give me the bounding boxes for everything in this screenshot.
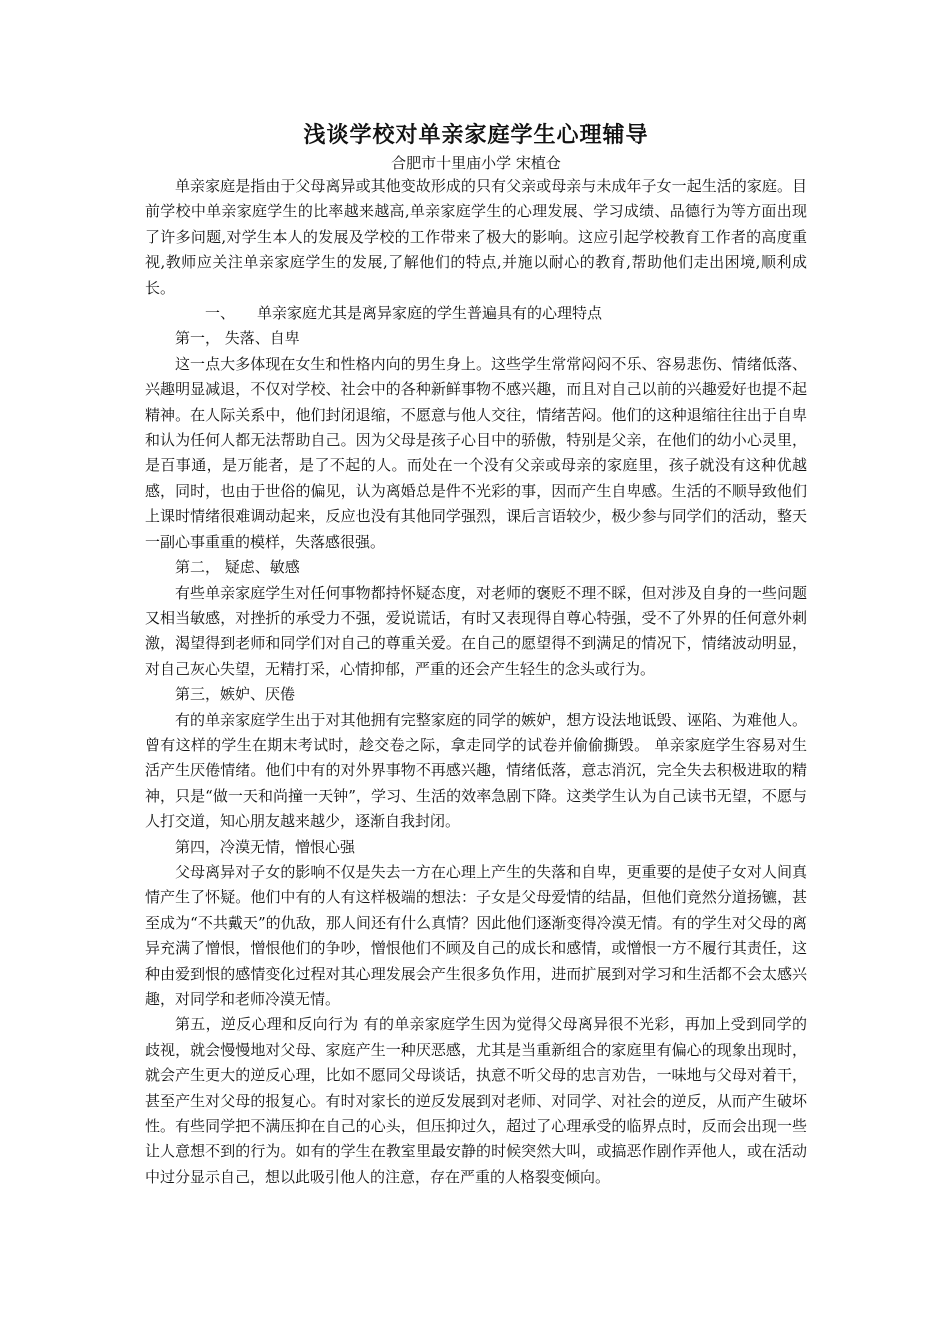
- point-body-2: 有些单亲家庭学生对任何事物都持怀疑态度，对老师的褒贬不理不睬，但对涉及自身的一些问题又相当敏感，对挫折的承受力不强，爱说谎话，有时又表现得自尊心特强，受不了外界的任何意外刺激，渴望得到老师和同学们对自己的尊重关爱。在自己的愿望得不到满足的情况下，情绪波动明显，对自己灰心失望，无精打采，心情抑郁，严重的还会产生轻生的念头或行为。: [145, 583, 807, 678]
- section-heading-1: [145, 301, 807, 326]
- point-heading-4: 第四，冷漠无情，憎恨心强: [175, 837, 356, 856]
- point-heading-3: 第三，嫉妒、厌倦: [175, 685, 296, 704]
- document-author: 合肥市十里庙小学 宋植仓: [391, 154, 561, 172]
- point-body-4: 父母离异对子女的影响不仅是失去一方在心理上产生的失落和自卑，更重要的是使子女对人间真情产生了怀疑。他们中有的人有这样极端的想法：子女是父母爱情的结晶，但他们竟然分道扬镳，甚至成为“不共戴天”的仇敌，那人间还有什么真情？因此他们逐渐变得冷漠无情。有的学生对父母的离异充满了憎恨，憎恨他们的争吵，憎恨他们不顾及自己的成长和感情，或憎恨一方不履行其责任，这种由爱到恨的感情变化过程对其心理发展会产生很多负作用，进而扩展到对学习和生活都不会太感兴趣，对同学和老师冷漠无情。: [145, 862, 807, 1008]
- document-title: 浅谈学校对单亲家庭学生心理辅导: [303, 122, 649, 148]
- point-body-1: 这一点大多体现在女生和性格内向的男生身上。这些学生常常闷闷不乐、容易悲伤、情绪低落、兴趣明显减退，不仅对学校、社会中的各种新鲜事物不感兴趣，而且对自己以前的兴趣爱好也提不起精神。在人际关系中，他们封闭退缩，不愿意与他人交往，情绪苦闷。他们的这种退缩往往出于自卑和认为任何人都无法帮助自己。因为父母是孩子心目中的骄傲，特别是父亲，在他们的幼小心灵里，是百事通，是万能者，是了不起的人。而处在一个没有父亲或母亲的家庭里，孩子就没有这种优越感，同时，也由于世俗的偏见，认为离婚总是件不光彩的事，因而产生自卑感。生活的不顺导致他们上课时情绪很难调动起来，反应也没有其他同学强烈，课后言语较少，极少参与同学们的活动，整天一副心事重重的模样，失落感很强。: [145, 354, 807, 551]
- point-paragraph-5: 第五，逆反心理和反向行为 有的单亲家庭学生因为觉得父母离异很不光彩，再加上受到同学的歧视，就会慢慢地对父母、家庭产生一种厌恶感，尤其是当重新组合的家庭里有偏心的现象出现时，就会产生更大的逆反心理，比如不愿同父母谈话，执意不听父母的忠言劝告，一味地与父母对着干，甚至产生对父母的报复心。有时对家长的逆反发展到对老师、对同学、对社会的逆反，从而产生破坏性。有些同学把不满压抑在自己的心头，但压抑过久，超过了心理承受的临界点时，反而会出现一些让人意想不到的行为。如有的学生在教室里最安静的时候突然大叫，或搞恶作剧作弄他人，或在活动中过分显示自己，想以此吸引他人的注意，存在严重的人格裂变倾向。: [145, 1015, 807, 1186]
- point-heading-2: 第二， 疑虑、敏感: [175, 558, 300, 577]
- point-body-3: 有的单亲家庭学生出于对其他拥有完整家庭的同学的嫉妒，想方设法地诋毁、诬陷、为难他人。曾有这样的学生在期末考试时，趁交卷之际，拿走同学的试卷并偷偷撕毁。 单亲家庭学生容易对生活产生厌倦情绪。他们中有的对外界事物不再感兴趣，情绪低落，意志消沉，完全失去积极进取的精神，只是“做一天和尚撞一天钟”，学习、生活的效率急剧下降。这类学生认为自己读书无望，不愿与人打交道，知心朋友越来越少，逐渐自我封闭。: [145, 710, 807, 831]
- document-body: [145, 118, 807, 1190]
- point-heading-1: 第一， 失落、自卑: [175, 329, 300, 348]
- intro-paragraph: 单亲家庭是指由于父母离异或其他变故形成的只有父亲或母亲与未成年子女一起生活的家庭。目前学校中单亲家庭学生的比率越来越高,单亲家庭学生的心理发展、学习成绩、品德行为等方面出现了许多问题,对学生本人的发展及学校的工作带来了极大的影响。这应引起学校教育工作者的高度重视,教师应关注单亲家庭学生的发展,了解他们的特点,并施以耐心的教育,帮助他们走出困境,顺利成长。: [145, 177, 807, 297]
- section-number: 一、: [205, 304, 236, 323]
- section-heading-text: 单亲家庭尤其是离异家庭的学生普遍具有的心理特点: [257, 304, 603, 323]
